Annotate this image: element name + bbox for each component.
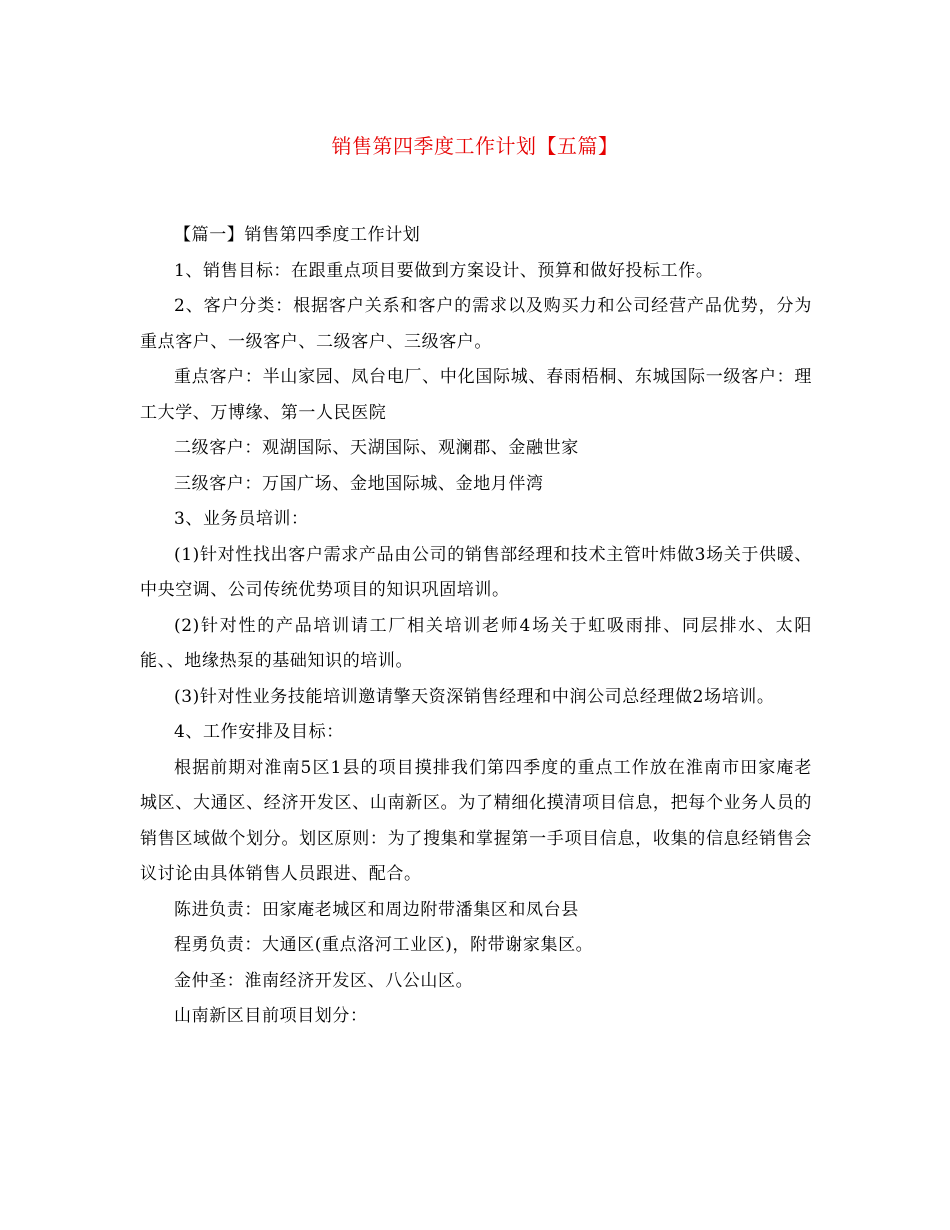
paragraph-sales-target: 1、销售目标：在跟重点项目要做到方案设计、预算和做好投标工作。 (174, 260, 714, 281)
paragraph-key-customers: 重点客户：半山家园、凤台电厂、中化国际城、春雨梧桐、东城国际一级客户：理工大学、万博缘、第一人民医院 (140, 367, 812, 423)
paragraph-staff-training: 3、业务员培训： (174, 509, 309, 529)
paragraph-training-1: (1)针对性找出客户需求产品由公司的销售部经理和技术主管叶炜做3场关于供暖、中央空调、公司传统优势项目的知识巩固培训。 (140, 544, 812, 600)
section-heading-1: 【篇一】销售第四季度工作计划 (174, 225, 421, 245)
paragraph-cheng-yong: 程勇负责：大通区(重点洛河工业区)，附带谢家集区。 (174, 935, 594, 955)
paragraph-customer-classification: 2、客户分类：根据客户关系和客户的需求以及购买力和公司经营产品优势，分为重点客户、一级客户、二级客户、三级客户。 (140, 296, 812, 352)
paragraph-training-2: (2)针对性的产品培训请工厂相关培训老师4场关于虹吸雨排、同层排水、太阳能、、地缘热泵的基础知识的培训。 (140, 615, 812, 671)
paragraph-work-details: 根据前期对淮南5区1县的项目摸排我们第四季度的重点工作放在淮南市田家庵老城区、大通区、经济开发区、山南新区。为了精细化摸清项目信息，把每个业务人员的销售区域做个划分。划区原则：为了搜集和掌握第一手项目信息，收集的信息经销售会议讨论由具体销售人员跟进、配合。 (140, 757, 812, 884)
paragraph-jin-zhongsheng: 金仲圣：淮南经济开发区、八公山区。 (174, 970, 474, 991)
document-body (140, 218, 812, 1035)
paragraph-training-3: (3)针对性业务技能培训邀请擎天资深销售经理和中润公司总经理做2场培训。 (174, 686, 775, 707)
paragraph-chen-jin: 陈进负责：田家庵老城区和周边附带潘集区和凤台县 (174, 899, 579, 920)
paragraph-shannan-district: 山南新区目前项目划分： (174, 1006, 368, 1026)
paragraph-work-arrangement: 4、工作安排及目标： (174, 722, 344, 742)
paragraph-level2-customers: 二级客户：观湖国际、天湖国际、观澜郡、金融世家 (174, 438, 579, 458)
paragraph-level3-customers: 三级客户：万国广场、金地国际城、金地月伴湾 (174, 473, 544, 494)
document-title: 销售第四季度工作计划【五篇】 (331, 134, 619, 158)
